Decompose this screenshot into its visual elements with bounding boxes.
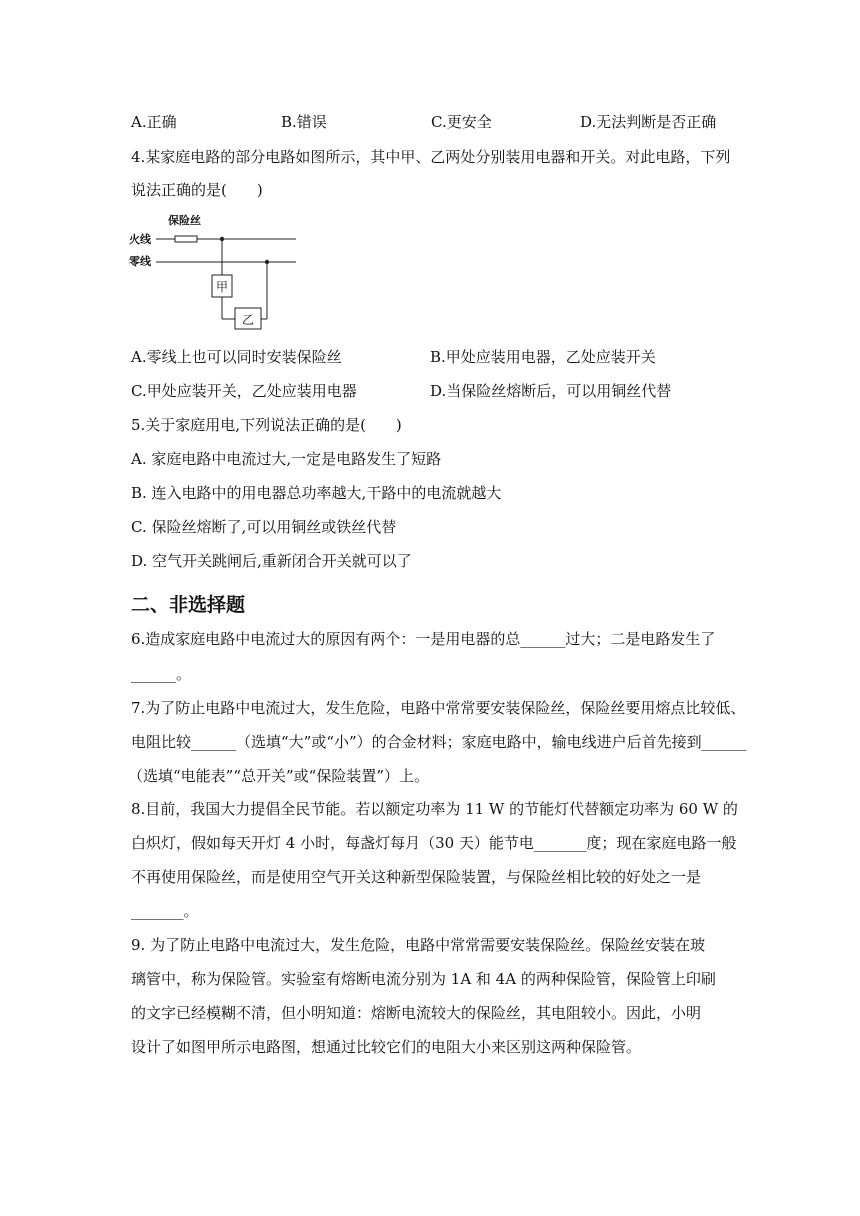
q5-stem: 5.关于家庭用电,下列说法正确的是( )	[131, 416, 402, 434]
q7-line3: （选填“电能表”“总开关”或“保险装置”）上。	[128, 767, 430, 785]
section-title: 二、非选择题	[131, 594, 246, 616]
q5-option-d: D. 空气开关跳闸后,重新闭合开关就可以了	[131, 552, 412, 570]
q8-line3: 不再使用保险丝，而是使用空气开关这种新型保险装置，与保险丝相比较的好处之一是	[131, 868, 702, 886]
q7-line2: 电阻比较______（选填“大”或“小”）的合金材料；家庭电路中，输电线进户后首先接到______	[131, 733, 747, 751]
neutral-wire-label: 零线	[129, 255, 151, 268]
q7-line1: 7.为了防止电路中电流过大，发生危险，电路中常常要安装保险丝，保险丝要用熔点比较低、	[131, 699, 746, 717]
q4-option-a: A.零线上也可以同时安装保险丝	[131, 348, 342, 366]
q8-line2: 白炽灯，假如每天开灯 4 小时，每盏灯每月（30 天）能节电_______度；现在家庭电路一般	[131, 834, 737, 852]
q9-line1: 9. 为了防止电路中电流过大，发生危险，电路中常常需要安装保险丝。保险丝安装在玻	[131, 936, 706, 954]
circuit-diagram	[128, 210, 303, 335]
q8-line1: 8.目前，我国大力提倡全民节能。若以额定功率为 11 W 的节能灯代替额定功率为 60 W 的	[131, 800, 738, 818]
q3-option-d: D.无法判断是否正确	[580, 113, 717, 131]
q4-option-d: D.当保险丝熔断后，可以用铜丝代替	[430, 382, 672, 400]
q9-line2: 璃管中，称为保险管。实验室有熔断电流分别为 1A 和 4A 的两种保险管，保险管上印刷	[131, 970, 716, 988]
q8-line4: _______。	[131, 902, 199, 920]
fuse-label: 保险丝	[168, 214, 201, 227]
q6-line1: 6.造成家庭电路中电流过大的原因有两个：一是用电器的总______过大；二是电路发生了	[131, 630, 716, 648]
box-jia-label: 甲	[216, 280, 229, 294]
box-yi-label: 乙	[242, 313, 255, 327]
q5-option-a: A. 家庭电路中电流过大,一定是电路发生了短路	[131, 450, 442, 468]
q4-option-b: B.甲处应装用电器，乙处应装开关	[430, 348, 656, 366]
q9-line4: 设计了如图甲所示电路图，想通过比较它们的电阻大小来区别这两种保险管。	[131, 1038, 642, 1056]
live-wire-label: 火线	[129, 233, 151, 246]
q9-line3: 的文字已经模糊不清，但小明知道：熔断电流较大的保险丝，其电阻较小。因此，小明	[131, 1004, 702, 1022]
q6-line2: ______。	[131, 665, 192, 683]
q4-stem-line1: 4.某家庭电路的部分电路如图所示，其中甲、乙两处分别装用电器和开关。对此电路，下列	[131, 148, 731, 166]
q4-stem-line2: 说法正确的是( )	[131, 181, 263, 199]
q3-option-b: B.错误	[281, 113, 327, 131]
q5-option-c: C. 保险丝熔断了,可以用铜丝或铁丝代替	[131, 518, 397, 536]
fuse-symbol	[175, 236, 197, 242]
q5-option-b: B. 连入电路中的用电器总功率越大,干路中的电流就越大	[131, 484, 502, 502]
q4-option-c: C.甲处应装开关，乙处应装用电器	[131, 382, 357, 400]
q3-option-a: A.正确	[131, 113, 177, 131]
q3-option-c: C.更安全	[431, 113, 492, 131]
